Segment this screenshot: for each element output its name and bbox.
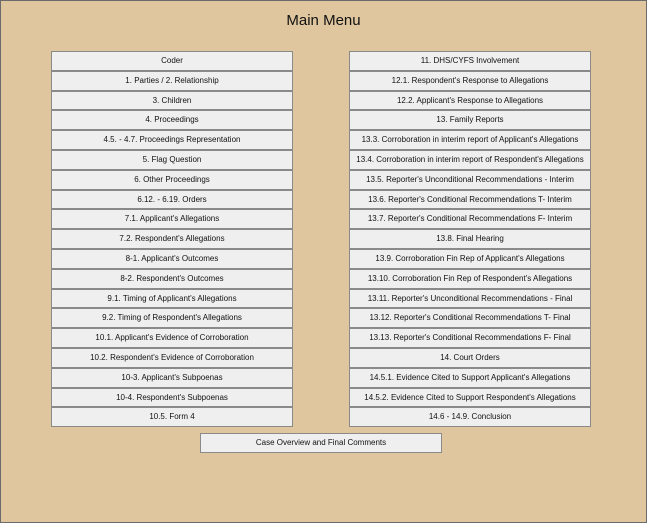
menu-button-interim-corroboration-applicant[interactable]: 13.3. Corroboration in interim report of Applicant's Allegations — [349, 130, 591, 150]
menu-button-applicant-evidence-corroboration[interactable]: 10.1. Applicant's Evidence of Corroboration — [51, 328, 293, 348]
menu-button-orders[interactable]: 6.12. - 6.19. Orders — [51, 190, 293, 210]
menu-column-left — [51, 51, 293, 427]
menu-button-respondent-subpoenas[interactable]: 10-4. Respondent's Subpoenas — [51, 388, 293, 408]
menu-button-conditional-recommendations-f-final[interactable]: 13.13. Reporter's Conditional Recommendations F- Final — [349, 328, 591, 348]
menu-button-conditional-recommendations-f-interim[interactable]: 13.7. Reporter's Conditional Recommendations F- Interim — [349, 209, 591, 229]
case-overview-button[interactable]: Case Overview and Final Comments — [200, 433, 442, 453]
menu-button-other-proceedings[interactable]: 6. Other Proceedings — [51, 170, 293, 190]
menu-button-coder[interactable]: Coder — [51, 51, 293, 71]
menu-button-unconditional-recommendations-interim[interactable]: 13.5. Reporter's Unconditional Recommendations - Interim — [349, 170, 591, 190]
menu-button-parties-relationship[interactable]: 1. Parties / 2. Relationship — [51, 71, 293, 91]
menu-button-court-orders[interactable]: 14. Court Orders — [349, 348, 591, 368]
menu-button-respondent-outcomes[interactable]: 8-2. Respondent's Outcomes — [51, 269, 293, 289]
menu-button-final-corroboration-applicant[interactable]: 13.9. Corroboration Fin Rep of Applicant's Allegations — [349, 249, 591, 269]
menu-column-right — [349, 51, 591, 427]
menu-button-timing-applicant-allegations[interactable]: 9.1. Timing of Applicant's Allegations — [51, 289, 293, 309]
menu-button-final-hearing[interactable]: 13.8. Final Hearing — [349, 229, 591, 249]
menu-button-respondent-evidence-corroboration[interactable]: 10.2. Respondent's Evidence of Corroboration — [51, 348, 293, 368]
menu-button-applicant-allegations[interactable]: 7.1. Applicant's Allegations — [51, 209, 293, 229]
menu-button-proceedings-representation[interactable]: 4.5. - 4.7. Proceedings Representation — [51, 130, 293, 150]
menu-button-applicant-response-allegations[interactable]: 12.2. Applicant's Response to Allegations — [349, 91, 591, 111]
menu-button-conditional-recommendations-t-interim[interactable]: 13.6. Reporter's Conditional Recommendations T- Interim — [349, 190, 591, 210]
menu-button-proceedings[interactable]: 4. Proceedings — [51, 110, 293, 130]
menu-button-applicant-subpoenas[interactable]: 10-3. Applicant's Subpoenas — [51, 368, 293, 388]
menu-button-applicant-outcomes[interactable]: 8-1. Applicant's Outcomes — [51, 249, 293, 269]
menu-button-evidence-respondent-allegations[interactable]: 14.5.2. Evidence Cited to Support Respondent's Allegations — [349, 388, 591, 408]
menu-button-interim-corroboration-respondent[interactable]: 13.4. Corroboration in interim report of Respondent's Allegations — [349, 150, 591, 170]
menu-button-unconditional-recommendations-final[interactable]: 13.11. Reporter's Unconditional Recommendations - Final — [349, 289, 591, 309]
menu-button-flag-question[interactable]: 5. Flag Question — [51, 150, 293, 170]
menu-button-form-4[interactable]: 10.5. Form 4 — [51, 407, 293, 427]
menu-button-family-reports[interactable]: 13. Family Reports — [349, 110, 591, 130]
menu-button-final-corroboration-respondent[interactable]: 13.10. Corroboration Fin Rep of Respondent's Allegations — [349, 269, 591, 289]
window-title: Main Menu — [286, 12, 361, 29]
menu-button-evidence-applicant-allegations[interactable]: 14.5.1. Evidence Cited to Support Applicant's Allegations — [349, 368, 591, 388]
menu-button-respondent-response-allegations[interactable]: 12.1. Respondent's Response to Allegations — [349, 71, 591, 91]
menu-button-children[interactable]: 3. Children — [51, 91, 293, 111]
menu-button-dhs-cyfs-involvement[interactable]: 11. DHS/CYFS Involvement — [349, 51, 591, 71]
menu-button-timing-respondent-allegations[interactable]: 9.2. Timing of Respondent's Allegations — [51, 308, 293, 328]
menu-button-conditional-recommendations-t-final[interactable]: 13.12. Reporter's Conditional Recommendations T- Final — [349, 308, 591, 328]
menu-button-respondent-allegations[interactable]: 7.2. Respondent's Allegations — [51, 229, 293, 249]
menu-button-conclusion[interactable]: 14.6 - 14.9. Conclusion — [349, 407, 591, 427]
